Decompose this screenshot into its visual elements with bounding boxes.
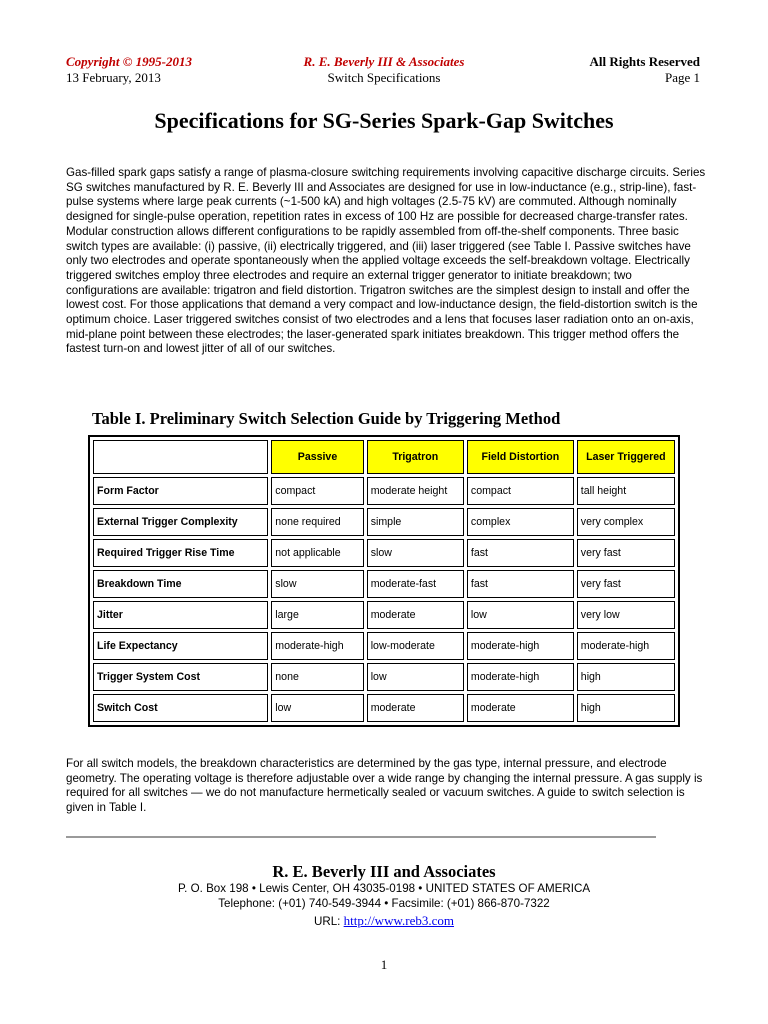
table-cell: low-moderate	[367, 632, 464, 660]
table-cell: high	[577, 663, 675, 691]
header-company: R. E. Beverly III & Associates	[303, 54, 465, 69]
table-cell: slow	[271, 570, 363, 598]
footer-company: R. E. Beverly III and Associates	[272, 862, 496, 881]
closing-paragraph: For all switch models, the breakdown characteristics are determined by the gas type, internal pressure, and electrode geometry. The operating voltage is therefore adjustable over a wide range by changing the internal pressure. A gas supply is required for all switches — we do not manufacture hermetically sealed or vacuum switches. A guide to switch selection is given in Table I.	[66, 757, 703, 815]
column-header: Field Distortion	[467, 440, 574, 474]
table-cell: slow	[367, 539, 464, 567]
row-label: Jitter	[93, 601, 268, 629]
website-link[interactable]: http://www.reb3.com	[343, 913, 454, 928]
header-right	[590, 54, 701, 86]
table-row	[93, 477, 675, 505]
table-cell: low	[367, 663, 464, 691]
table-row	[93, 632, 675, 660]
header-page: Page 1	[664, 70, 700, 85]
table-cell: fast	[467, 539, 574, 567]
table-cell: high	[577, 694, 675, 722]
table-cell: complex	[467, 508, 574, 536]
url-label: URL:	[313, 915, 344, 928]
table-cell: very fast	[577, 570, 675, 598]
footer-divider	[66, 836, 656, 838]
row-label: Life Expectancy	[93, 632, 268, 660]
table-cell: simple	[367, 508, 464, 536]
page-number: 1	[380, 957, 388, 972]
table-cell: moderate-high	[467, 663, 574, 691]
column-header: Laser Triggered	[577, 440, 675, 474]
row-label: External Trigger Complexity	[93, 508, 268, 536]
selection-table	[88, 435, 680, 727]
column-header: Trigatron	[367, 440, 464, 474]
table-cell: tall height	[577, 477, 675, 505]
table-cell: moderate-high	[467, 632, 574, 660]
table-header-row	[93, 440, 675, 474]
footer-url-line	[0, 913, 768, 929]
table-cell: very fast	[577, 539, 675, 567]
row-label: Form Factor	[93, 477, 268, 505]
copyright-notice: Copyright © 1995-2013	[66, 54, 192, 69]
row-label: Switch Cost	[93, 694, 268, 722]
row-label: Required Trigger Rise Time	[93, 539, 268, 567]
table-cell: compact	[271, 477, 363, 505]
page-title: Specifications for SG-Series Spark-Gap Switches	[154, 108, 614, 133]
table-cell: none	[271, 663, 363, 691]
table-cell: moderate	[367, 601, 464, 629]
selection-table-container	[88, 435, 680, 727]
table-cell: moderate height	[367, 477, 464, 505]
row-label: Breakdown Time	[93, 570, 268, 598]
column-header: Passive	[271, 440, 363, 474]
table-row	[93, 570, 675, 598]
table-cell: moderate-high	[271, 632, 363, 660]
table-row	[93, 539, 675, 567]
table-corner-cell	[93, 440, 268, 474]
intro-paragraph: Gas-filled spark gaps satisfy a range of plasma-closure switching requirements involving capacitive discharge circuits. Series SG switches manufactured by R. E. Beverly III and Associates are designed for use in low-inductance (e.g., strip-line), fast-pulse systems where large peak currents (~1-500 kA) and high voltages (2.5-75 kV) are commuted. Although nominally designed for single-pulse operation, repetition rates in excess of 100 Hz are possible for decreased charge-transfer rates. Modular construction allows different configurations to be rapidly assembled from off-the-shelf components. Three basic switch types are available: (i) passive, (ii) electrically triggered, and (iii) laser triggered (see Table I. Passive switches have only two electrodes and operate spontaneously when the applied voltage exceeds the self-breakdown voltage. Electrically triggered switches employ three electrodes and require an external trigger generator to initiate breakdown; two configurations are available: trigatron and field distortion. Trigatron switches are the simplest design to install and offer the lowest cost. For those applications that demand a very compact and low-inductance design, the field-distortion switch is the optimum choice. Laser triggered switches consist of two electrodes and a lens that focuses laser radiation onto an on-axis, mid-plane point between these electrodes; the laser-generated spark initiates breakdown. This trigger method offers the fastest turn-on and lowest jitter of all of our switches.	[66, 166, 706, 356]
table-cell: low	[271, 694, 363, 722]
table-row	[93, 663, 675, 691]
row-label: Trigger System Cost	[93, 663, 268, 691]
table-cell: low	[467, 601, 574, 629]
rights-notice: All Rights Reserved	[589, 54, 700, 69]
document-date: 13 February, 2013	[66, 70, 161, 85]
table-cell: moderate-high	[577, 632, 675, 660]
table-cell: large	[271, 601, 363, 629]
table-cell: compact	[467, 477, 574, 505]
table-cell: very complex	[577, 508, 675, 536]
table-cell: moderate-fast	[367, 570, 464, 598]
table-cell: moderate	[467, 694, 574, 722]
table-cell: none required	[271, 508, 363, 536]
footer-address: P. O. Box 198 • Lewis Center, OH 43035-0198 • UNITED STATES OF AMERICA	[177, 882, 591, 895]
footer-phone: Telephone: (+01) 740-549-3944 • Facsimile: (+01) 866-870-7322	[218, 897, 550, 910]
table-cell: fast	[467, 570, 574, 598]
table-row	[93, 601, 675, 629]
table-title: Table I. Preliminary Switch Selection Guide by Triggering Method	[92, 409, 561, 428]
table-row	[93, 508, 675, 536]
table-cell: very low	[577, 601, 675, 629]
table-cell: moderate	[367, 694, 464, 722]
table-cell: not applicable	[271, 539, 363, 567]
header-subject: Switch Specifications	[327, 70, 441, 85]
table-row	[93, 694, 675, 722]
